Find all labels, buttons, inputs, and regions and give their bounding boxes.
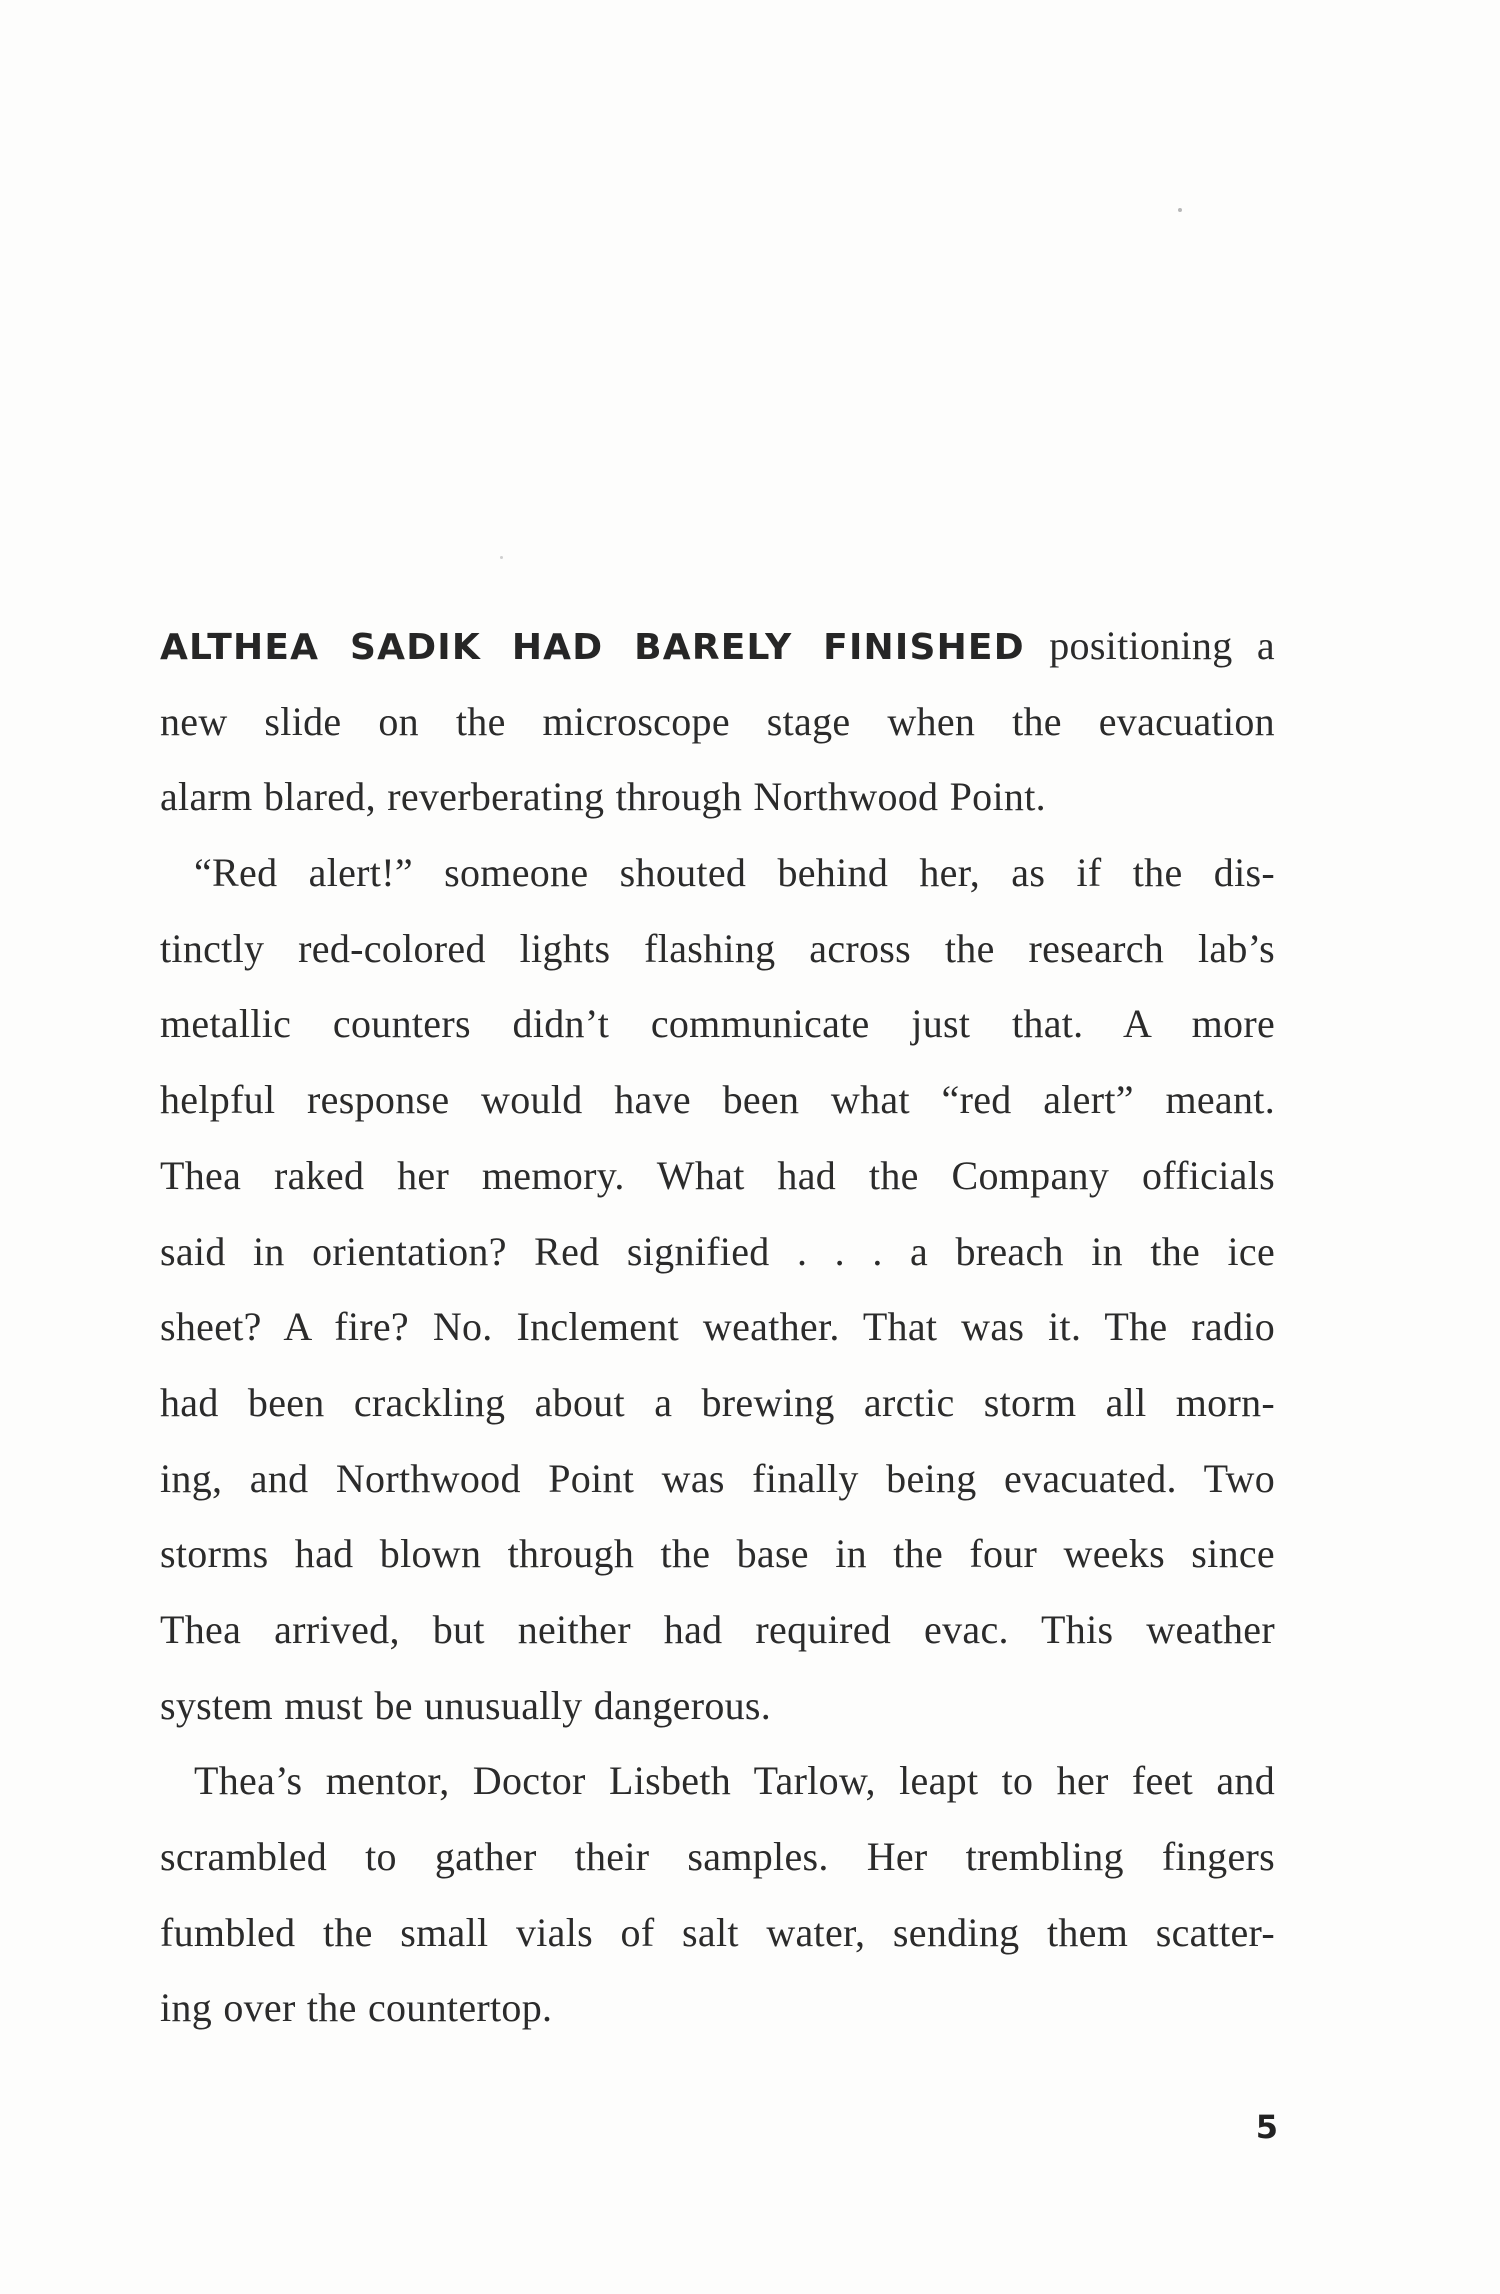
text-line: tinctly red-colored lights flashing across the research lab’s (160, 925, 1275, 971)
text-line: metallic counters didn’t communicate just that. A more (160, 1001, 1275, 1047)
text-line: storms had blown through the base in the four weeks since (160, 1531, 1275, 1577)
text-line: ing, and Northwood Point was finally being evacuated. Two (160, 1455, 1275, 1501)
text-line: had been crackling about a brewing arctic storm all morn- (160, 1379, 1275, 1425)
text-line: sheet? A fire? No. Inclement weather. That was it. The radio (160, 1304, 1275, 1350)
text-line: fumbled the small vials of salt water, sending them scatter- (160, 1909, 1275, 1955)
text-line: helpful response would have been what “red alert” meant. (160, 1077, 1275, 1123)
scan-speck (500, 556, 503, 559)
text-line: new slide on the microscope stage when the evacuation (160, 698, 1275, 744)
text-line: Thea raked her memory. What had the Company officials (160, 1152, 1275, 1198)
text-line: “Red alert!” someone shouted behind her, as if the dis- (194, 850, 1275, 896)
text-line: alarm blared, reverberating through Northwood Point. (160, 774, 1046, 820)
scan-speck (1178, 208, 1182, 212)
text-line (160, 608, 1275, 684)
text-line: Thea arrived, but neither had required evac. This weather (160, 1606, 1275, 1652)
text-line: scrambled to gather their samples. Her trembling fingers (160, 1834, 1275, 1879)
text-line: ing over the countertop. (160, 1985, 553, 2031)
text-line-content: positioning a (1024, 623, 1275, 668)
text-line: said in orientation? Red signified . . . a breach in the ice (160, 1228, 1275, 1274)
text-line: Thea’s mentor, Doctor Lisbeth Tarlow, leapt to her feet and (194, 1758, 1275, 1804)
page-number: 5 (1255, 2108, 1278, 2146)
opening-small-caps: ALTHEA SADIK HAD BARELY FINISHED (160, 627, 1025, 668)
body-text (160, 608, 1275, 2046)
text-line: system must be unusually dangerous. (160, 1682, 772, 1728)
